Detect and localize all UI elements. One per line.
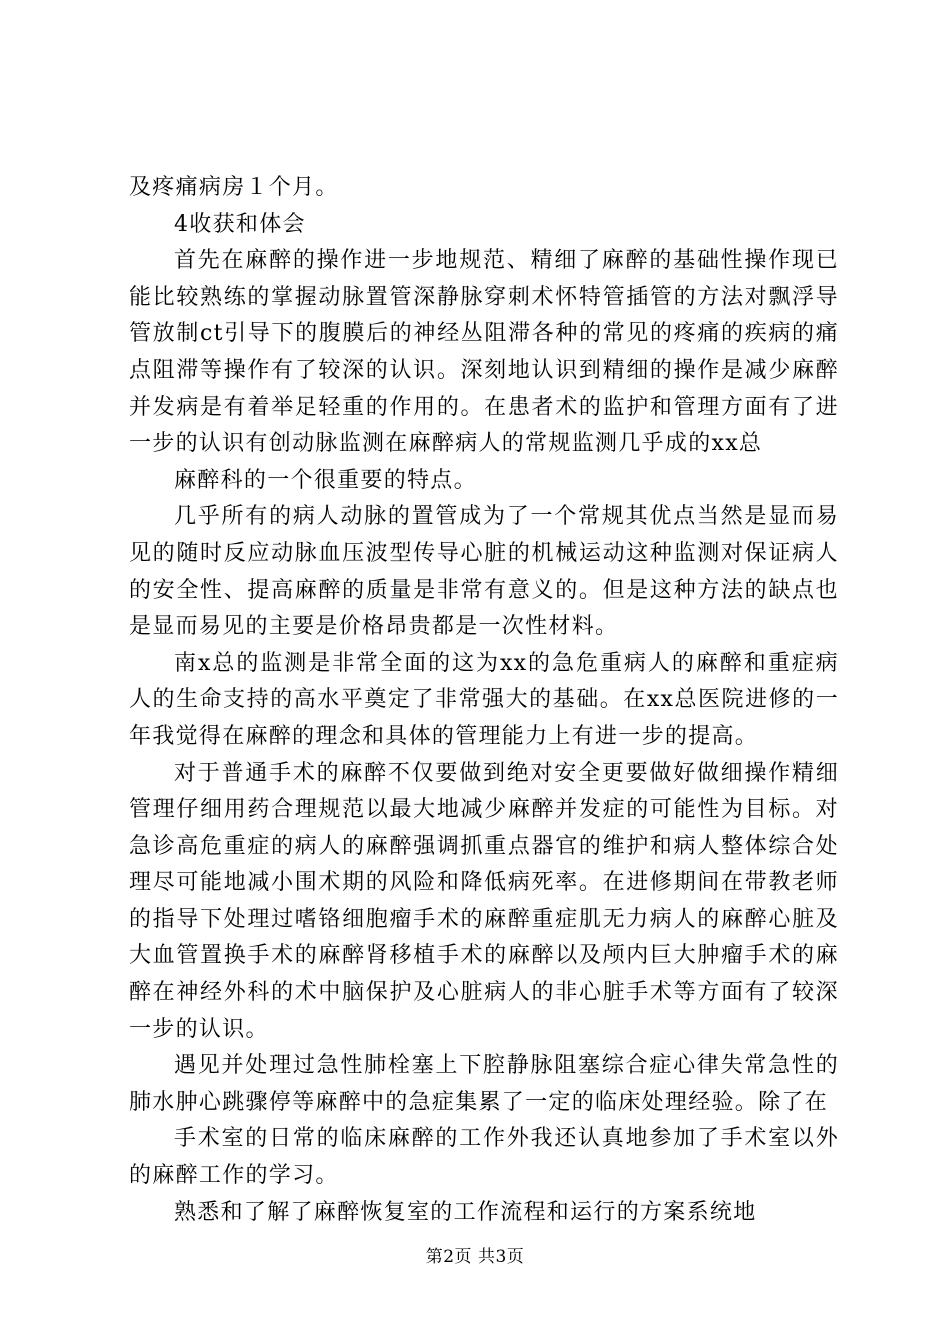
paragraph: 几乎所有的病人动脉的置管成为了一个常规其优点当然是显而易见的随时反应动脉血压波型传导心脏的机械运动这种监测对保证病人的安全性、提高麻醉的质量是非常有意义的。但是这种方法的缺点也是显而易见的主要是价格昂贵都是一次性材料。 — [129, 504, 839, 640]
paragraph: 首先在麻醉的操作进一步地规范、精细了麻醉的基础性操作现已能比较熟练的掌握动脉置管深静脉穿刺术怀特管插管的方法对飘浮导管放制ct引导下的腹膜后的神经丛阻滞各种的常见的疼痛的疾病的痛点阻滞等操作有了较深的认识。深刻地认识到精细的操作是减少麻醉并发病是有着举足轻重的作用的。在患者术的监护和管理方面有了进一步的认识有创动脉监测在麻醉病人的常规监测几乎成的xx总 — [129, 248, 839, 457]
paragraph: 熟悉和了解了麻醉恢复室的工作流程和运行的方案系统地 — [174, 1199, 757, 1225]
paragraph: 遇见并处理过急性肺栓塞上下腔静脉阻塞综合症心律失常急性的肺水肿心跳骤停等麻醉中的急症集累了一定的临床处理经验。除了在 — [129, 1053, 839, 1115]
paragraph: 麻醉科的一个很重要的特点。 — [174, 467, 477, 493]
paragraph: 南x总的监测是非常全面的这为xx的急危重病人的麻醉和重症病人的生命支持的高水平奠定了非常强大的基础。在xx总医院进修的一年我觉得在麻醉的理念和具体的管理能力上有进一步的提高。 — [129, 650, 839, 749]
paragraph: 手术室的日常的临床麻醉的工作外我还认真地参加了手术室以外的麻醉工作的学习。 — [129, 1126, 839, 1189]
section-heading: 4收获和体会 — [174, 211, 306, 237]
paragraph-continuation: 及疼痛病房１个月。 — [129, 175, 339, 200]
page-footer — [0, 1245, 950, 1269]
page-number-label: 第2页 共3页 — [425, 1247, 525, 1267]
paragraph: 对于普通手术的麻醉不仅要做到绝对安全更要做好做细操作精细管理仔细用药合理规范以最大地减少麻醉并发症的可能性为目标。对急诊高危重症的病人的麻醉强调抓重点器官的维护和病人整体综合处理尽可能地减小围术期的风险和降低病死率。在进修期间在带教老师的指导下处理过嗜铬细胞瘤手术的麻醉重症肌无力病人的麻醉心脏及大血管置换手术的麻醉肾移植手术的麻醉以及颅内巨大肿瘤手术的麻醉在神经外科的术中脑保护及心脏病人的非心脏手术等方面有了较深一步的认识。 — [129, 760, 839, 1042]
document-body — [129, 170, 839, 1231]
